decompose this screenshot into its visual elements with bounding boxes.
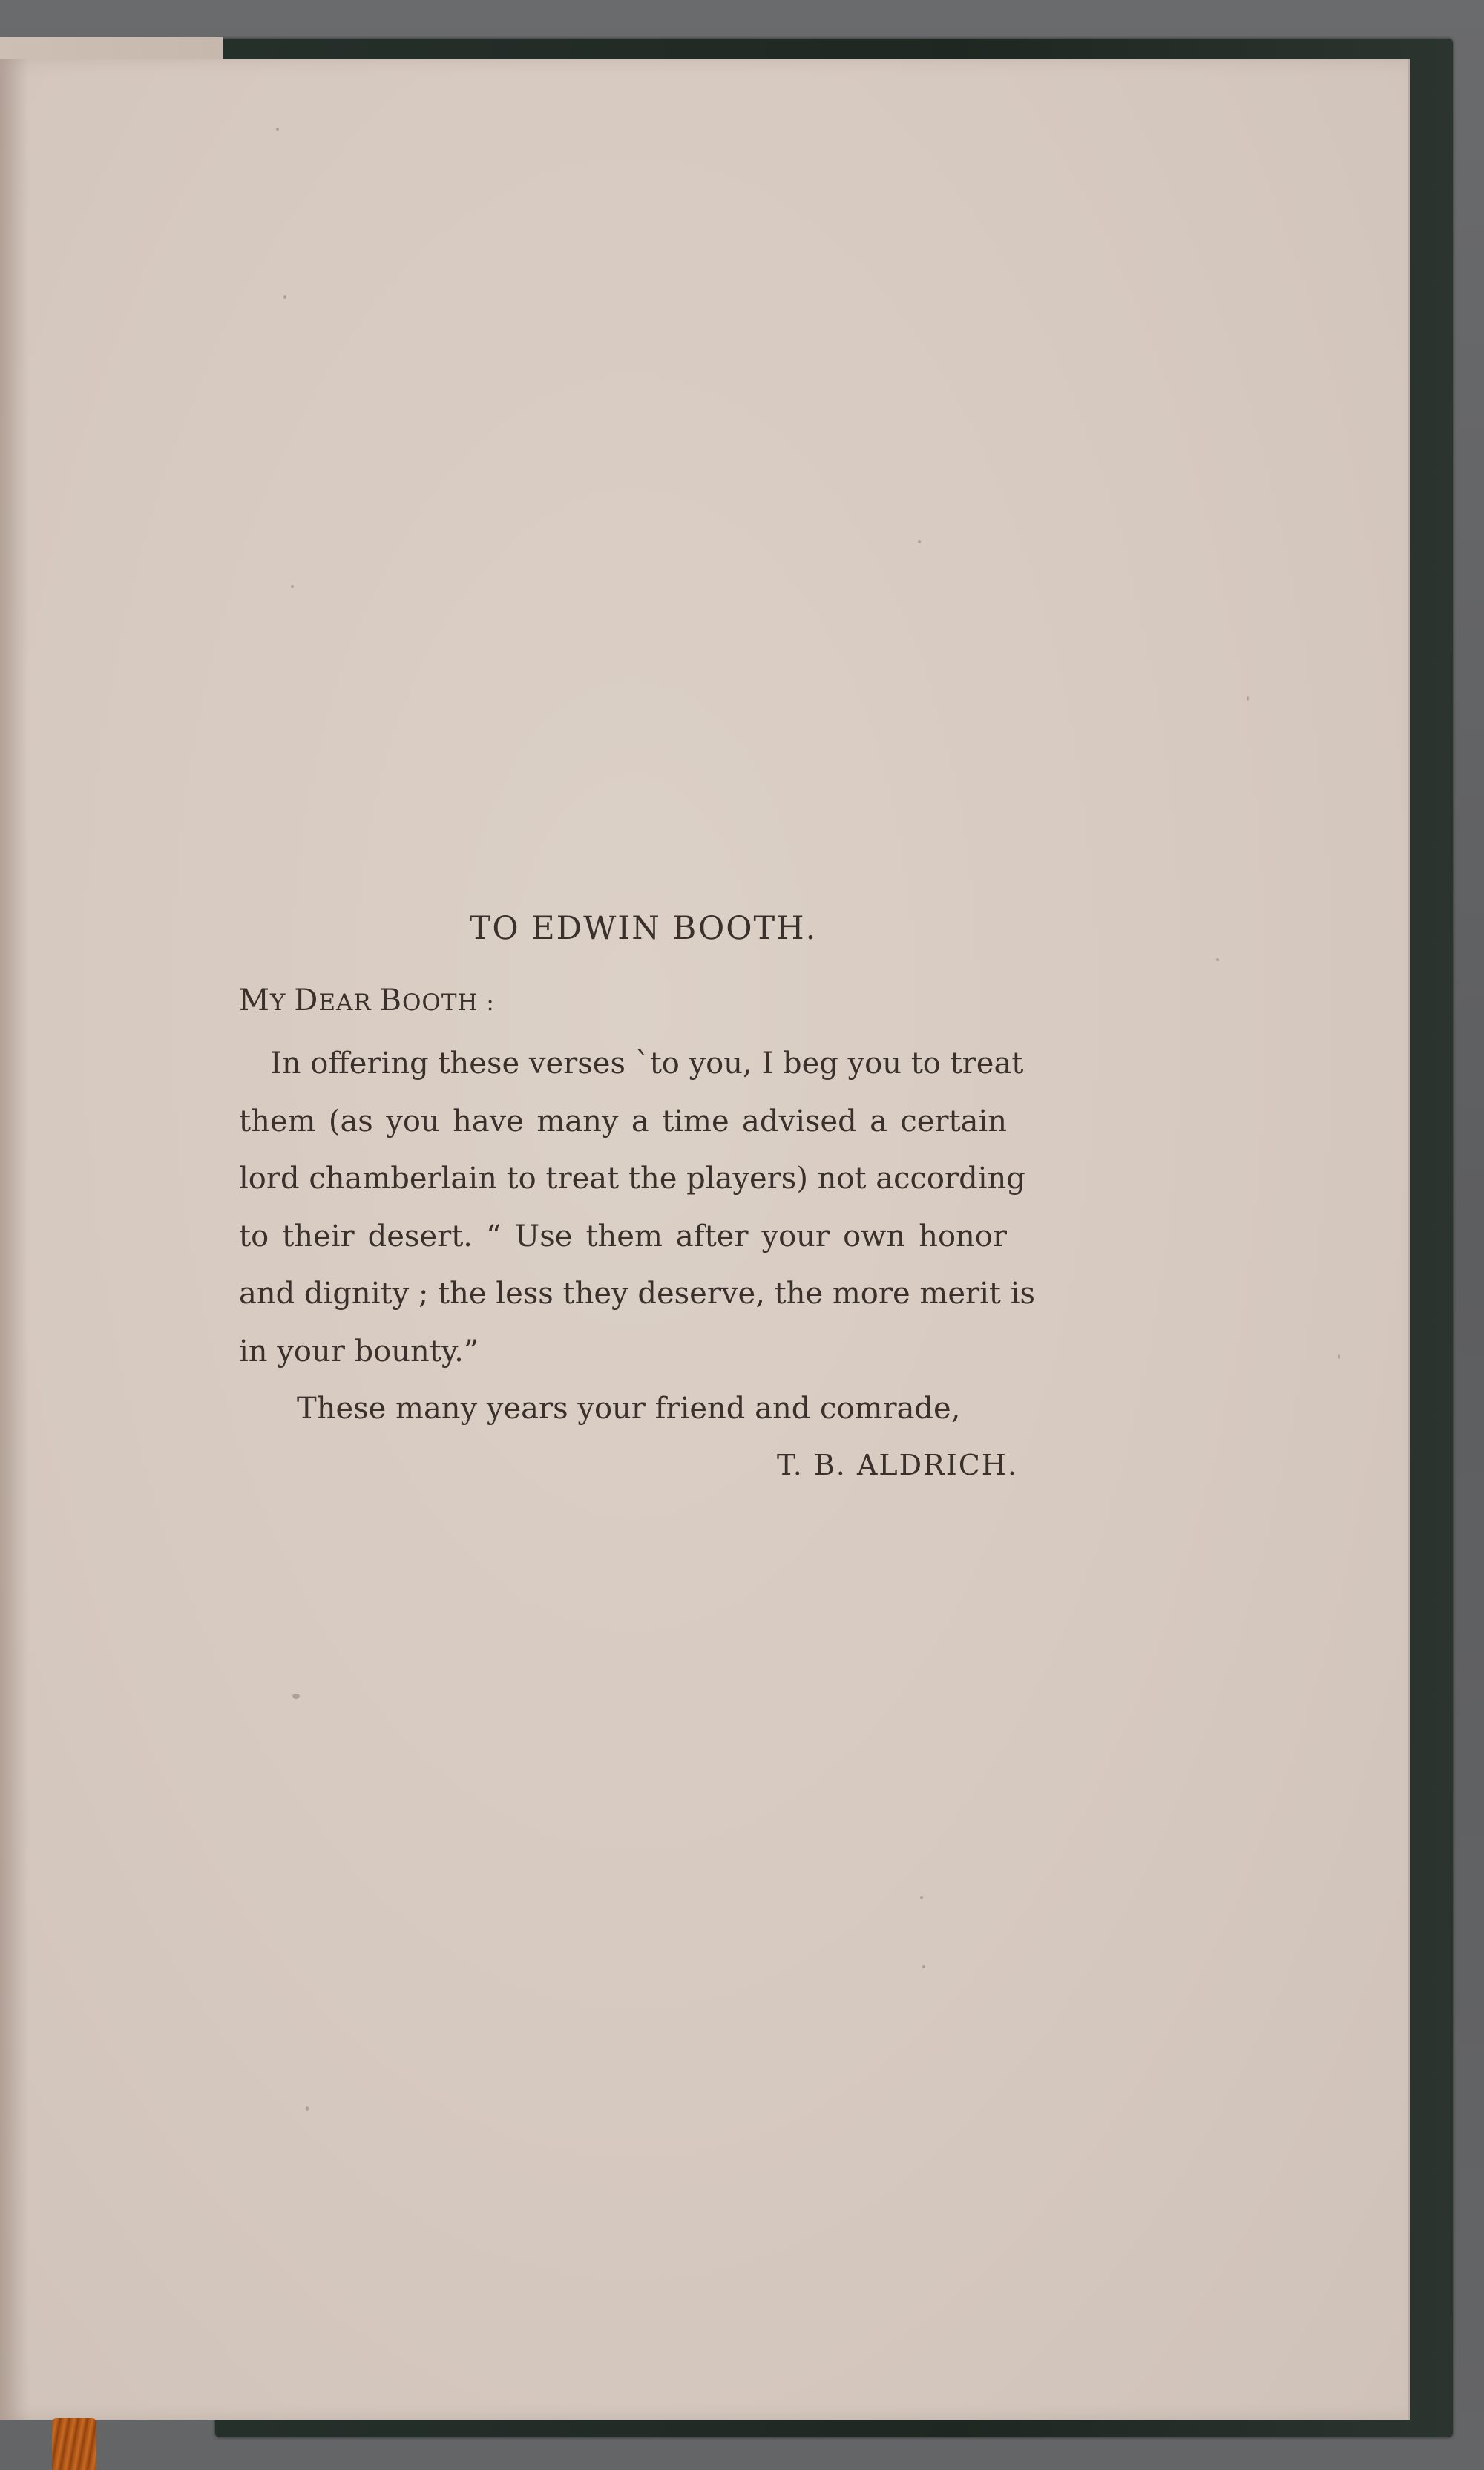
body-text-line: them (as you have many a time advised a certain: [239, 1104, 1007, 1139]
paper-speck: [283, 295, 286, 299]
dedication-title: TO EDWIN BOOTH.: [469, 910, 818, 947]
salutation-smallcaps: OOTH :: [402, 989, 495, 1016]
salutation-smallcaps: Y: [269, 989, 295, 1016]
signature: T. B. ALDRICH.: [776, 1449, 1018, 1481]
paper-speck: [1216, 958, 1219, 961]
body-text-line: to their desert. “ Use them after your own honor: [239, 1219, 1007, 1254]
paper-speck: [276, 128, 279, 131]
page-gutter-shadow: [0, 59, 30, 2420]
body-text-line: lord chamberlain to treat the players) not according: [239, 1162, 1025, 1196]
paper-speck: [918, 540, 921, 543]
cover-paper-strip: [0, 37, 223, 59]
body-text-line: and dignity ; the less they deserve, the more merit is: [239, 1277, 1036, 1311]
ribbon-bookmark: [52, 2418, 96, 2470]
body-text-line: in your bounty.”: [239, 1334, 479, 1369]
salutation-initial: D: [294, 983, 319, 1018]
paper-speck: [920, 1896, 923, 1899]
closing-line: These many years your friend and comrade,: [297, 1392, 961, 1426]
salutation: [239, 978, 1018, 1025]
salutation-smallcaps: EAR: [318, 989, 380, 1016]
paper-speck: [1338, 1354, 1340, 1359]
paper-speck: [1247, 696, 1249, 701]
paper-speck: [291, 585, 294, 588]
body-text-line: In offering these verses `to you, I beg you to treat: [270, 1046, 1024, 1081]
salutation-initial: M: [239, 983, 270, 1018]
dedication-block: [239, 905, 1036, 1493]
paper-speck: [922, 1965, 925, 1968]
paper-speck: [292, 1694, 300, 1699]
paper-speck: [306, 2106, 309, 2111]
salutation-initial: B: [379, 983, 402, 1018]
